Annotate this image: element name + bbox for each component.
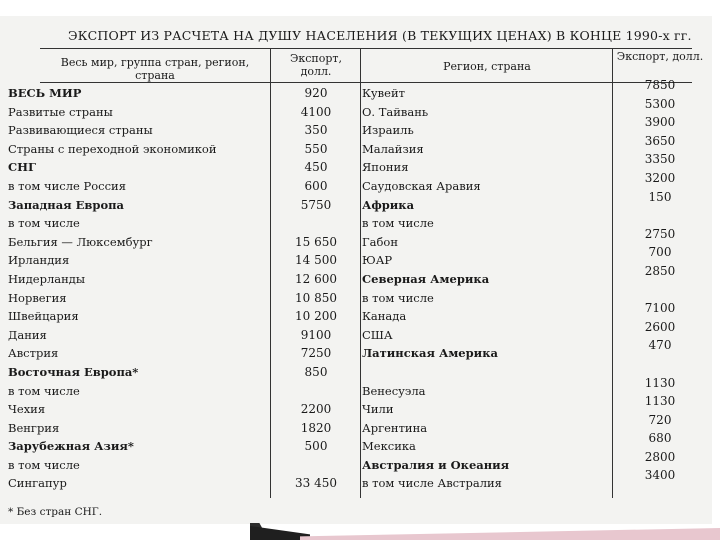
left-export-cell: 1820 — [300, 420, 332, 435]
left-export-cell: 2200 — [300, 402, 332, 417]
left-export-column — [272, 84, 360, 493]
left-region-cell: в том числе — [8, 457, 80, 472]
left-export-cell: 4100 — [300, 104, 332, 119]
left-region-cell: в том числе Россия — [8, 178, 126, 193]
left-region-cell: Развивающиеся страны — [8, 123, 153, 138]
right-export-cell: 2750 — [644, 226, 676, 241]
header-left-export: Экспорт, долл. — [289, 52, 343, 78]
left-export-cell: 500 — [304, 439, 328, 454]
header-right-export: Экспорт, долл. — [616, 50, 704, 63]
left-region-cell: Западная Европа — [8, 197, 124, 212]
right-export-cell: 3900 — [644, 115, 676, 130]
right-region-cell: Австралия и Океания — [362, 457, 510, 472]
header-top-rule — [40, 48, 692, 49]
right-region-cell: Аргентина — [362, 420, 428, 435]
right-region-cell: Чили — [362, 402, 394, 417]
left-export-cell: 10 850 — [295, 290, 337, 305]
table-title: ЭКСПОРТ ИЗ РАСЧЕТА НА ДУШУ НАСЕЛЕНИЯ (В ТЕКУЩИХ ЦЕНАХ) В КОНЦЕ 1990-х гг. — [68, 28, 692, 43]
right-region-column — [362, 84, 612, 493]
right-export-cell: 2850 — [644, 263, 676, 278]
right-region-cell: в том числе — [362, 216, 434, 231]
right-export-column — [614, 78, 706, 493]
right-export-cell: 150 — [648, 189, 672, 204]
right-region-cell — [362, 363, 612, 382]
right-region-cell: Кувейт — [362, 86, 405, 100]
right-region-cell: Северная Америка — [362, 271, 490, 286]
left-region-cell: Нидерланды — [8, 271, 86, 286]
footnote: * Без стран СНГ. — [8, 506, 103, 518]
right-region-cell: Габон — [362, 234, 398, 249]
column-divider-3 — [612, 48, 613, 498]
right-export-cell: 1130 — [644, 375, 676, 390]
right-export-cell: 3400 — [644, 468, 676, 483]
left-export-cell: 850 — [304, 364, 328, 379]
left-region-cell: Швейцария — [8, 309, 79, 324]
right-region-cell: Африка — [362, 197, 415, 212]
left-region-cell: Ирландия — [8, 253, 70, 268]
left-export-cell — [272, 214, 360, 233]
left-region-cell: Чехия — [8, 402, 46, 417]
left-region-cell: Страны с переходной экономикой — [8, 141, 217, 156]
right-export-cell: 700 — [648, 245, 672, 260]
left-region-cell: Австрия — [8, 346, 59, 361]
left-region-cell: ВЕСЬ МИР — [8, 86, 82, 100]
left-export-cell: 550 — [304, 141, 328, 156]
right-region-cell: США — [362, 327, 393, 342]
right-region-cell: Израиль — [362, 123, 414, 138]
right-export-cell: 2800 — [644, 449, 676, 464]
right-export-cell: 2600 — [644, 319, 676, 334]
right-region-cell: Мексика — [362, 439, 416, 454]
left-export-cell: 10 200 — [295, 309, 337, 324]
left-export-cell — [272, 382, 360, 401]
right-export-cell — [614, 281, 706, 300]
left-region-cell: в том числе — [8, 216, 80, 231]
left-export-cell: 33 450 — [295, 476, 337, 491]
left-region-cell: Дания — [8, 327, 47, 342]
right-region-cell: ЮАР — [362, 253, 393, 268]
right-export-cell: 720 — [648, 412, 672, 427]
left-region-cell: Венгрия — [8, 420, 60, 435]
column-divider-2 — [360, 48, 361, 498]
left-export-cell: 14 500 — [295, 253, 337, 268]
left-region-column — [8, 84, 270, 493]
right-region-cell: Саудовская Аравия — [362, 178, 481, 193]
left-region-cell: Норвегия — [8, 290, 67, 305]
left-export-cell: 600 — [304, 178, 328, 193]
right-export-cell: 3350 — [644, 152, 676, 167]
left-export-cell: 15 650 — [295, 234, 337, 249]
right-export-cell — [614, 206, 706, 225]
right-export-cell: 3200 — [644, 170, 676, 185]
left-export-cell: 12 600 — [295, 271, 337, 286]
left-region-cell: СНГ — [8, 160, 36, 175]
right-export-cell: 3650 — [644, 133, 676, 148]
right-export-cell — [614, 355, 706, 374]
decorative-pink-bar — [300, 528, 720, 540]
header-left-region: Весь мир, группа стран, регион, страна — [60, 56, 250, 82]
left-export-cell: 9100 — [300, 327, 332, 342]
left-export-cell: 7250 — [300, 346, 332, 361]
header-right-region: Регион, страна — [443, 60, 531, 73]
left-region-cell: Зарубежная Азия* — [8, 439, 134, 454]
right-export-cell: 7850 — [644, 78, 676, 92]
right-export-cell: 7100 — [644, 301, 676, 316]
right-export-cell: 1130 — [644, 394, 676, 409]
right-export-cell: 470 — [648, 338, 672, 353]
left-region-cell: Бельгия — Люксембург — [8, 234, 153, 249]
left-region-cell: в том числе — [8, 383, 80, 398]
right-region-cell: Япония — [362, 160, 409, 175]
left-export-cell: 450 — [304, 160, 328, 175]
column-divider-1 — [270, 48, 271, 498]
left-region-cell: Сингапур — [8, 476, 67, 491]
right-region-cell: в том числе Австралия — [362, 476, 502, 491]
right-export-cell: 680 — [648, 431, 672, 446]
right-region-cell: Латинская Америка — [362, 346, 498, 361]
right-region-cell: Малайзия — [362, 141, 424, 156]
left-region-cell: Развитые страны — [8, 104, 113, 119]
right-region-cell: Венесуэла — [362, 383, 426, 398]
left-export-cell: 350 — [304, 123, 328, 138]
left-region-cell: Восточная Европа* — [8, 364, 139, 379]
left-export-cell: 920 — [304, 86, 328, 100]
left-export-cell: 5750 — [300, 197, 332, 212]
right-region-cell: О. Тайвань — [362, 104, 429, 119]
right-region-cell: Канада — [362, 309, 407, 324]
right-region-cell: в том числе — [362, 290, 434, 305]
header-bottom-rule — [40, 82, 692, 83]
left-export-cell — [272, 456, 360, 475]
right-export-cell: 5300 — [644, 96, 676, 111]
